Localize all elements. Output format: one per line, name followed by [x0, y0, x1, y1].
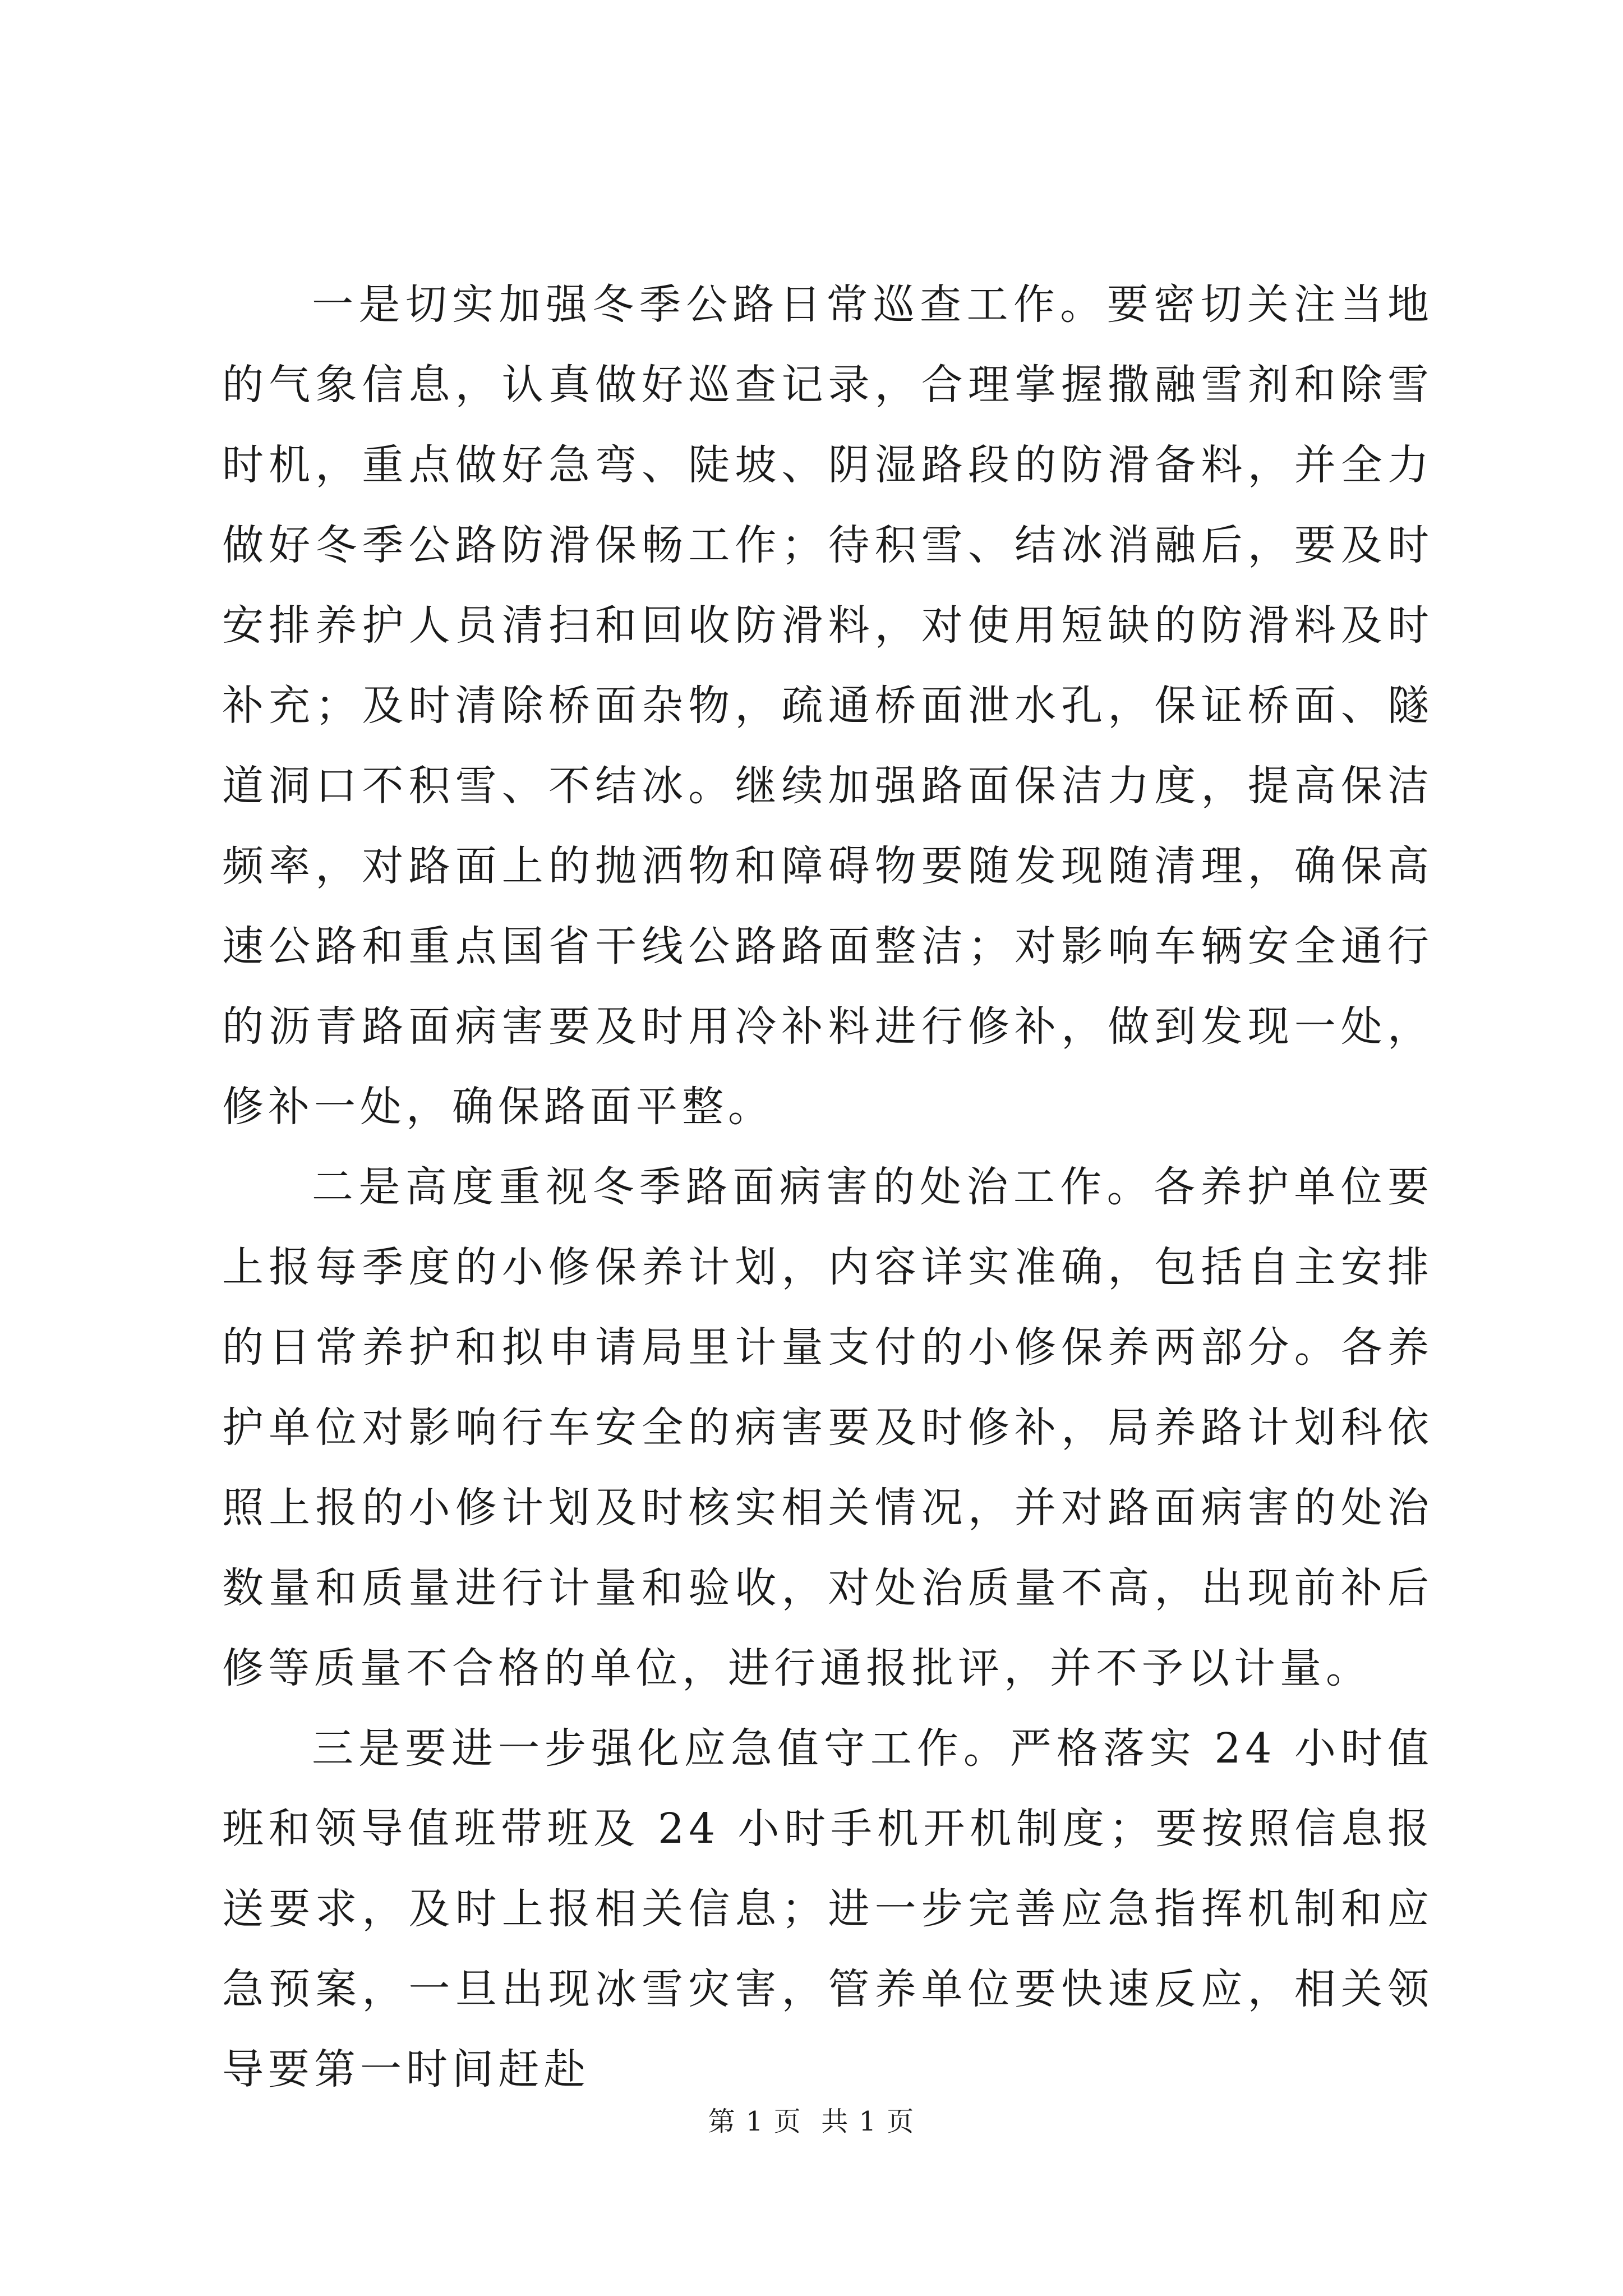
page-number-label: 第 1 页 共 1 页	[708, 2106, 915, 2137]
paragraph-2: 二是高度重视冬季路面病害的处治工作。各养护单位要上报每季度的小修保养计划，内容详实准确，包括自主安排的日常养护和拟申请局里计量支付的小修保养两部分。各养护单位对影响行车安全的病害要及时修补，局养路计划科依照上报的小修计划及时核实相关情况，并对路面病害的处治数量和质量进行计量和验收，对处治质量不高，出现前补后修等质量不合格的单位，进行通报批评，并不予以计量。	[222, 1163, 1433, 1692]
paragraph-3: 三是要进一步强化应急值守工作。严格落实 24 小时值班和领导值班带班及 24 小时手机开机制度；要按照信息报送要求，及时上报相关信息；进一步完善应急指挥机制和应急预案，一旦出现冰雪灾害，管养单位要快速反应，相关领导要第一时间赶赴	[222, 1724, 1433, 2093]
page-footer	[0, 2104, 1623, 2139]
document-body	[222, 265, 1433, 2110]
paragraph-1: 一是切实加强冬季公路日常巡查工作。要密切关注当地的气象信息，认真做好巡查记录，合理掌握撒融雪剂和除雪时机，重点做好急弯、陡坡、阴湿路段的防滑备料，并全力做好冬季公路防滑保畅工作；待积雪、结冰消融后，要及时安排养护人员清扫和回收防滑料，对使用短缺的防滑料及时补充；及时清除桥面杂物，疏通桥面泄水孔，保证桥面、隧道洞口不积雪、不结冰。继续加强路面保洁力度，提高保洁频率，对路面上的抛洒物和障碍物要随发现随清理，确保高速公路和重点国省干线公路路面整洁；对影响车辆安全通行的沥青路面病害要及时用冷补料进行修补，做到发现一处，修补一处，确保路面平整。	[222, 280, 1433, 1131]
